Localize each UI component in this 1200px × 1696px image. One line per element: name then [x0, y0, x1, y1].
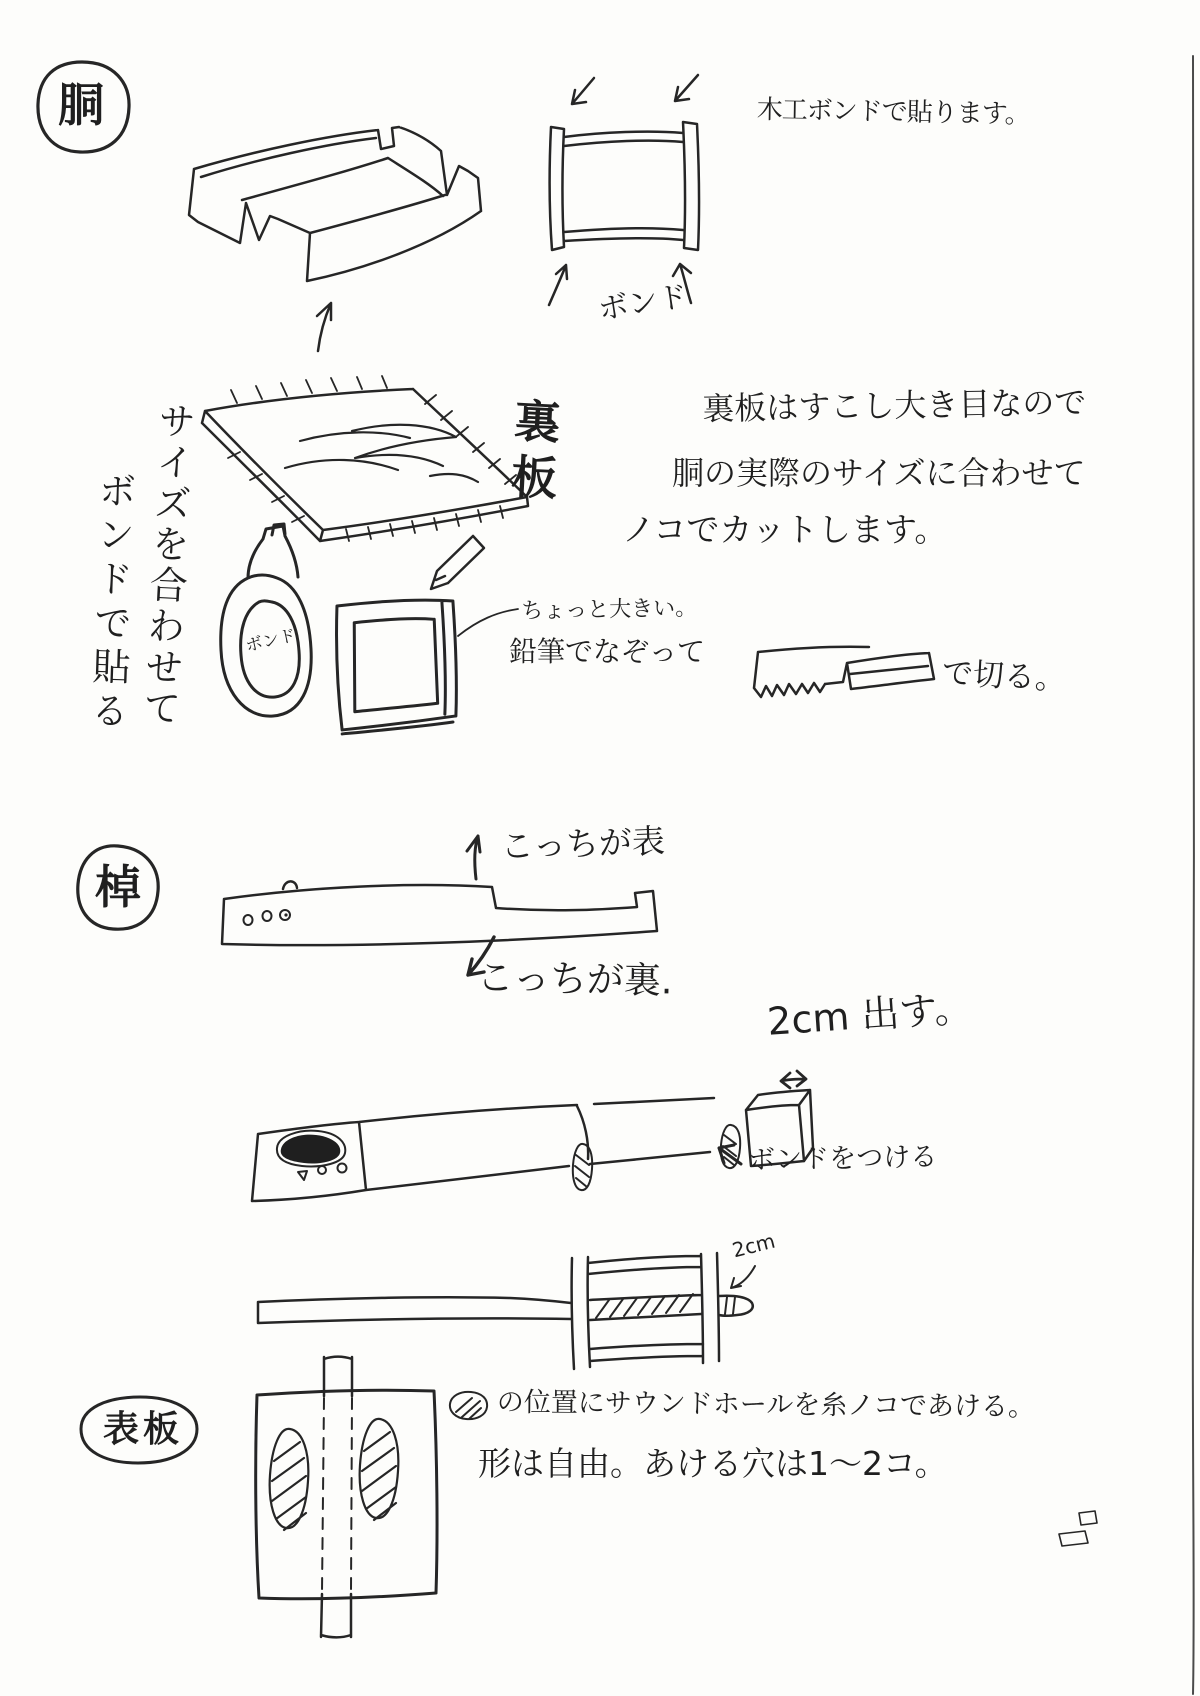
handsaw-sketch [754, 647, 934, 697]
glued-frame-sketch [549, 75, 699, 305]
board-outline [202, 389, 528, 541]
glue-paste-note: ボンドで貼る [83, 469, 137, 736]
dou-badge-label: 胴 [58, 78, 104, 132]
board-outline [256, 1390, 437, 1599]
peg-hole [244, 915, 253, 925]
callout-stroke [458, 609, 518, 636]
traced-frame-strokes [336, 599, 457, 734]
bottle-strokes [221, 524, 311, 716]
peghead-dark-oval [281, 1135, 341, 1164]
protrude-2cm-note: 2cm 出す。 [765, 985, 974, 1044]
bond-arrows-label: ボンド [595, 278, 691, 328]
cut-paragraph-line1: 裏板はすこし大き目なので [701, 383, 1087, 428]
arrow-strokes [731, 1266, 755, 1288]
down-left-arrow-icon [572, 78, 594, 104]
glue-spot-hatched-ellipse [573, 1144, 592, 1190]
top-view-strokes [258, 1253, 753, 1369]
pencil-icon [431, 536, 484, 589]
neck-side-view-sketch [222, 881, 657, 945]
callout-line [458, 609, 518, 636]
backboard-label: 裏板 [502, 395, 563, 511]
page-edge-line [1193, 56, 1194, 1694]
soundhole-hatched-left [270, 1429, 309, 1530]
saw-cut-note: で切る。 [941, 655, 1067, 698]
neck-top-view-sketch [258, 1253, 753, 1369]
small-2cm-note: 2cm [729, 1228, 778, 1263]
hatched-oval [450, 1392, 487, 1419]
wood-grain-strokes [285, 425, 478, 482]
traced-outline-sketch [336, 599, 457, 734]
peg-hole [263, 911, 272, 921]
glue-bottle-label: ボンド [243, 625, 298, 657]
glue-bottle-sketch [221, 524, 311, 716]
sao-badge-label: 棹 [95, 860, 141, 914]
frame-strokes [550, 122, 699, 250]
front-side-note: こっちが表 [499, 821, 666, 866]
back-side-note: こっちが裏. [476, 956, 674, 1003]
soundhole-note-line1: の位置にサウンドホールを糸ノコであける。 [496, 1387, 1036, 1423]
apply-glue-note: ボンドをつける [747, 1141, 938, 1176]
edge-stroke [1193, 56, 1194, 1694]
hatch-pattern-icon [450, 1392, 487, 1419]
neck-strip-solid [321, 1357, 352, 1638]
tray-strokes [189, 127, 481, 281]
peg-hole [338, 1164, 347, 1173]
soundhole-hatched-right [360, 1419, 399, 1520]
down-left-arrow-icon [675, 75, 698, 101]
peg-hole-dot [284, 913, 287, 916]
body-tray-sketch [189, 127, 481, 281]
arrow-strokes [467, 836, 480, 879]
up-arrow-icon [317, 303, 331, 351]
fit-size-note: サイズを合わせて [135, 399, 197, 730]
saw-strokes [754, 647, 934, 697]
double-arrow-icon [781, 1071, 806, 1088]
peg-hole-triangle [298, 1171, 307, 1180]
up-arrow-icon [549, 265, 567, 305]
backboard-sketch [202, 376, 528, 541]
neck-strip-hidden-dashed [322, 1398, 352, 1592]
pencil-trace-note: 鉛筆でなぞって [509, 635, 706, 668]
pencil-strokes [431, 536, 484, 589]
omoteita-badge-label: 表板 [103, 1409, 184, 1450]
wood-glue-note: 木工ボンドで貼ります。 [756, 95, 1030, 130]
mark-strokes [1059, 1511, 1097, 1546]
slightly-big-note: ちょっと大きい。 [520, 595, 698, 624]
scan-marks [1059, 1511, 1097, 1546]
curl-arrow-icon [731, 1266, 755, 1288]
cut-paragraph-line3: ノコでカットします。 [622, 510, 948, 549]
arrow-strokes [317, 303, 331, 351]
soundboard-sketch [256, 1357, 437, 1638]
soundhole-note-line2: 形は自由。あける穴は1〜2コ。 [478, 1444, 948, 1483]
up-arrow-icon [467, 836, 480, 879]
arrow-strokes [781, 1071, 806, 1088]
cut-paragraph-line2: 胴の実際のサイズに合わせて [672, 454, 1086, 492]
peg-hole [318, 1166, 326, 1174]
neck-side-strokes [222, 881, 657, 945]
